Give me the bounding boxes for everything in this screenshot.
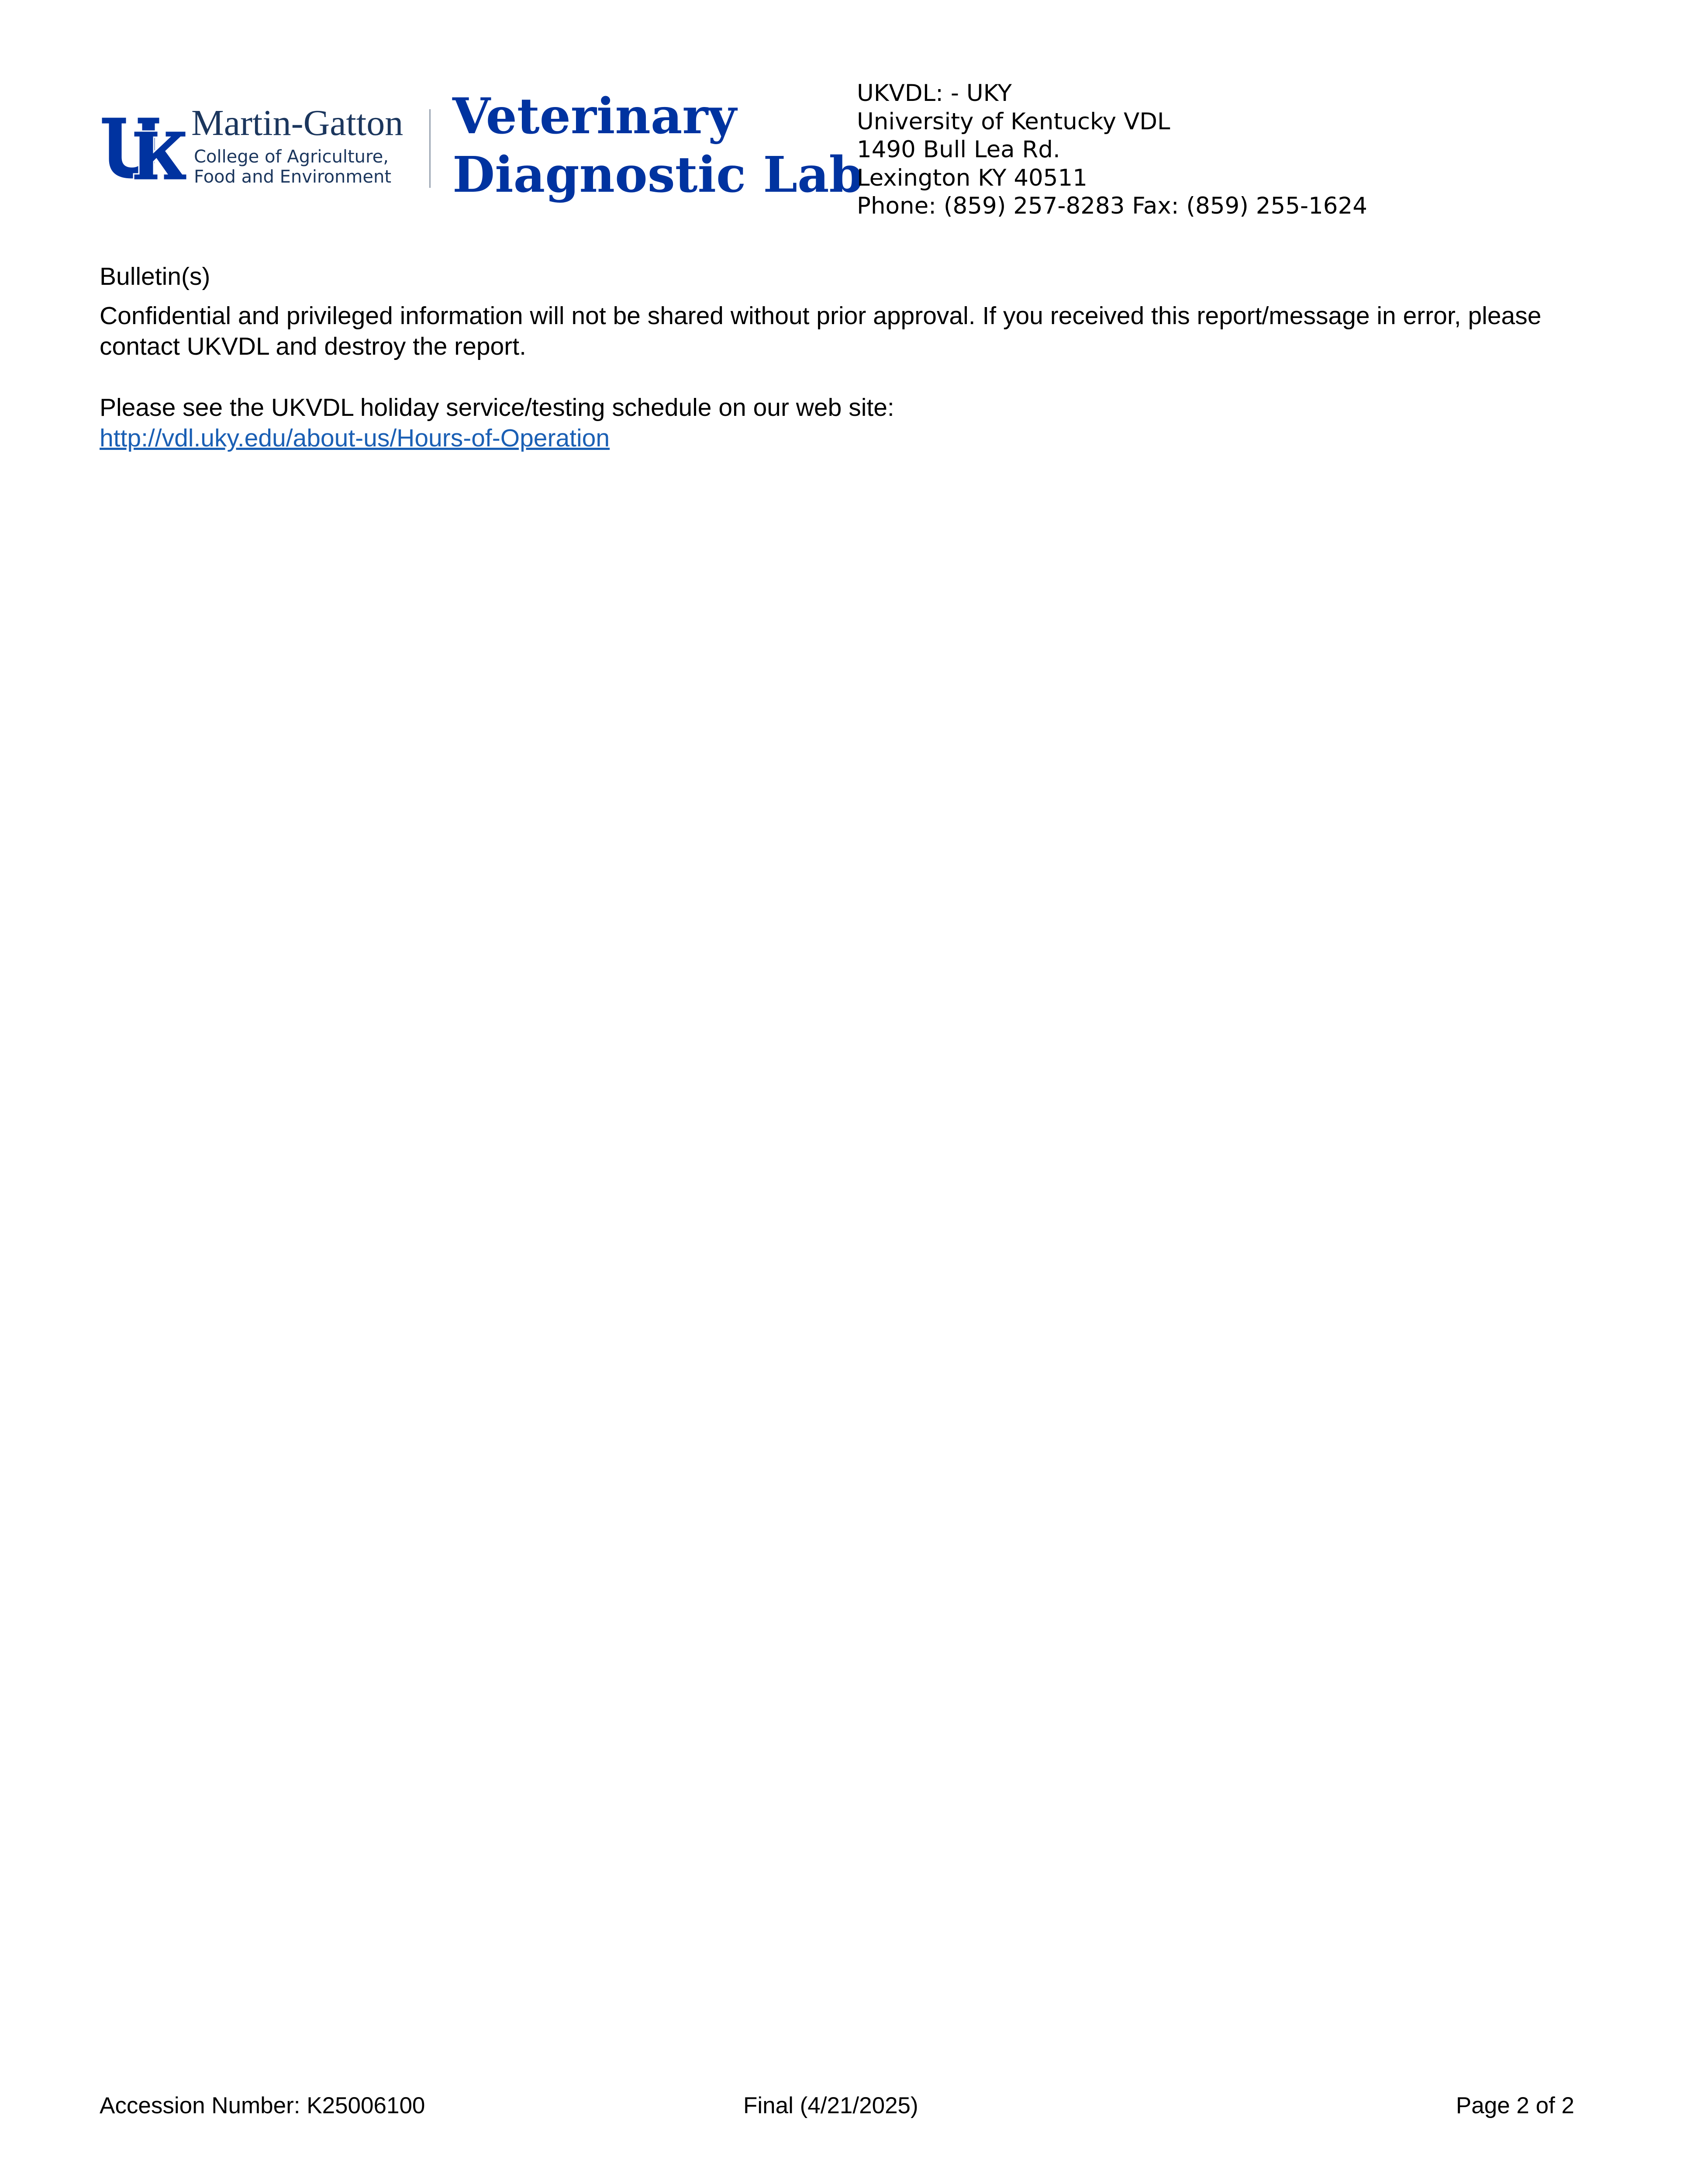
lab-name-line2: Diagnostic Lab [452,146,863,204]
college-subtitle [194,147,391,187]
lab-name [452,87,863,204]
bulletin-heading: Bulletin(s) [100,263,210,290]
confidentiality-notice: Confidential and privileged information will not be shared without prior approval. If you received this report/message in error, please contact UKVDL and destroy the report. [100,302,1542,360]
lab-name-line1: Veterinary [452,88,737,145]
logo-divider [429,109,431,188]
accession-number: Accession Number: K25006100 [100,2093,425,2118]
report-status: Final (4/21/2025) [743,2093,918,2118]
college-subtitle-line1: College of Agriculture, [194,147,389,167]
bulletin-body [100,301,1593,453]
page-number: Page 2 of 2 [1456,2093,1574,2118]
address-line-institution: University of Kentucky VDL [857,108,1170,135]
hours-of-operation-link[interactable]: http://vdl.uky.edu/about-us/Hours-of-Operation [100,424,610,452]
college-name: Martin-Gatton [191,103,404,143]
holiday-schedule-notice: Please see the UKVDL holiday service/testing schedule on our web site: [100,394,894,422]
address-line-phone-fax: Phone: (859) 257-8283 Fax: (859) 255-1624 [857,193,1367,219]
lab-address [857,79,1367,221]
address-line-lab-code: UKVDL: - UKY [857,80,1012,107]
uk-logo-icon [100,114,187,183]
address-line-city: Lexington KY 40511 [857,164,1087,191]
address-line-street: 1490 Bull Lea Rd. [857,136,1060,163]
college-subtitle-line2: Food and Environment [194,167,392,187]
lab-logo [100,87,863,204]
